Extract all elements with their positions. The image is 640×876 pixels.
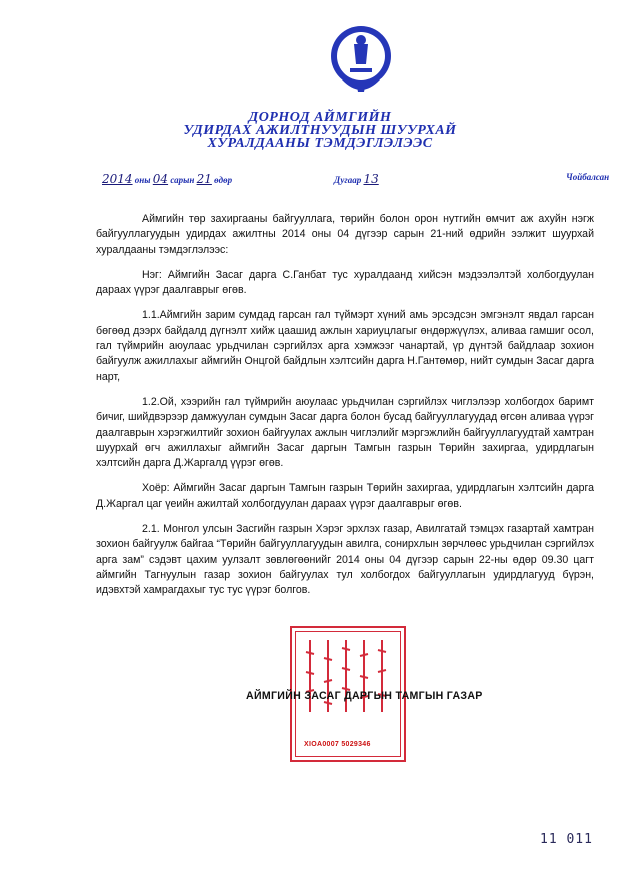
date-month-suffix: сарын: [170, 175, 195, 185]
document-body: [96, 212, 594, 609]
date-year: 2014: [102, 172, 133, 186]
header-line-1: ДОРНОД АЙМГИЙН: [248, 110, 392, 125]
document-date: [102, 172, 232, 186]
paragraph-1-2: 1.2.Ой, хээрийн гал түймрийн аюулаас урьдчилан сэргийлэх чиглэлээр холбогдох баримт бичиг, шийдвэрээр дамжуулан сумдын Засаг дарга болон бусад байгууллагуудад өгсөн аливаа үүрэг даалгаврын хэрэгжилтийг зохион байгуулах ажлын чиглэлийг мэргэжлийн байгууллагуудтай хамтран шуурхай өгч ажиллахыг аймгийн Засаг даргын Тамгын газрын Төрийн захиргаа, удирдлагын хэлтсийн дарга Д.Жаргалд үүрэг өгөв.: [96, 395, 595, 470]
number-value: 13: [363, 172, 379, 186]
document-number: [334, 172, 379, 186]
date-day: 21: [196, 172, 212, 186]
signature-organization: АЙМГИЙН ЗАСАГ ДАРГЫН ТАМГЫН ГАЗАР: [246, 690, 483, 702]
paragraph-2-1: 2.1. Монгол улсын Засгийн газрын Хэрэг эрхлэх газар, Авилгатай тэмцэх газартай хамтран зохион байгуулж байгаа “Төрийн байгууллагуудын авилга, сонирхлын зөрчлөөс урьдчилан сэргийлэх арга зам” сэдэвт цахим уулзалт зөвлөгөөнийг 2014 оны 04 дүгээр сарын 22-ны өдөр 09.30 цагт аймгийн Тагнуулын газар зохион байгуулах тул холбогдох байгууллагын удирдлагууд бүрэн, идэвхтэй хамрагдахыг тус тус үүрэг болгов.: [96, 523, 594, 597]
header-line-2: УДИРДАХ АЖИЛТНУУДЫН ШУУРХАЙ: [183, 123, 457, 138]
state-emblem-icon: [328, 22, 394, 104]
date-year-suffix: оны: [134, 175, 151, 185]
document-place: Чойбалсан: [566, 172, 610, 182]
date-day-suffix: өдөр: [214, 175, 233, 185]
paragraph-one: Нэг: Аймгийн Засаг дарга С.Ганбат тус хуралдаанд хийсэн мэдээлэлтэй холбогдуулан дараах үүрэг даалгаврыг өгөв.: [96, 268, 594, 297]
mongol-script-icon: [296, 632, 404, 732]
date-month: 04: [152, 172, 169, 186]
footer-number: 11 011: [540, 832, 593, 847]
stamp-number: XIOA0007 5029346: [304, 741, 371, 748]
number-label: Дугаар: [334, 175, 362, 185]
paragraph-two: Хоёр: Аймгийн Засаг даргын Тамгын газрын Төрийн захиргаа, удирдлагын хэлтсийн дарга Д.Жаргал цаг үеийн ажилтай холбогдуулан дараах үүрэг даалгаврыг өгөв.: [96, 482, 594, 510]
paragraph-intro: Аймгийн төр захиргааны байгууллага, төрийн болон орон нутгийн өмчит аж ахуйн нэгж байгууллагуудын удирдах ажилтны 2014 оны 04 дүгээр сарын 21-ний өдрийн ээлжит шуурхай хуралдааны тэмдэглэлээс:: [96, 213, 594, 256]
header-line-3: ХУРАЛДААНЫ ТЭМДЭГЛЭЛЭЭС: [207, 136, 433, 151]
paragraph-1-1: 1.1.Аймгийн зарим сумдад гарсан гал түймэрт хүний амь эрсэдсэн эмгэнэлт явдал гарсан бөгөөд дээрх байдалд дүгнэлт хийж цаашид ажлын хариуцлагыг өндөржүүлэх, аливаа гамшиг осол, гал түймрийн аюулаас урьдчилан сэргийлэх арга хэмжээг чанартай, үр дүнтэй байдлаар зохион байгуулж ажиллахыг аймгийн Онцгой байдлын хэлтсийн дарга Н.Гантөмөр, нийт сумдын Засаг дарга нарт,: [96, 309, 594, 383]
